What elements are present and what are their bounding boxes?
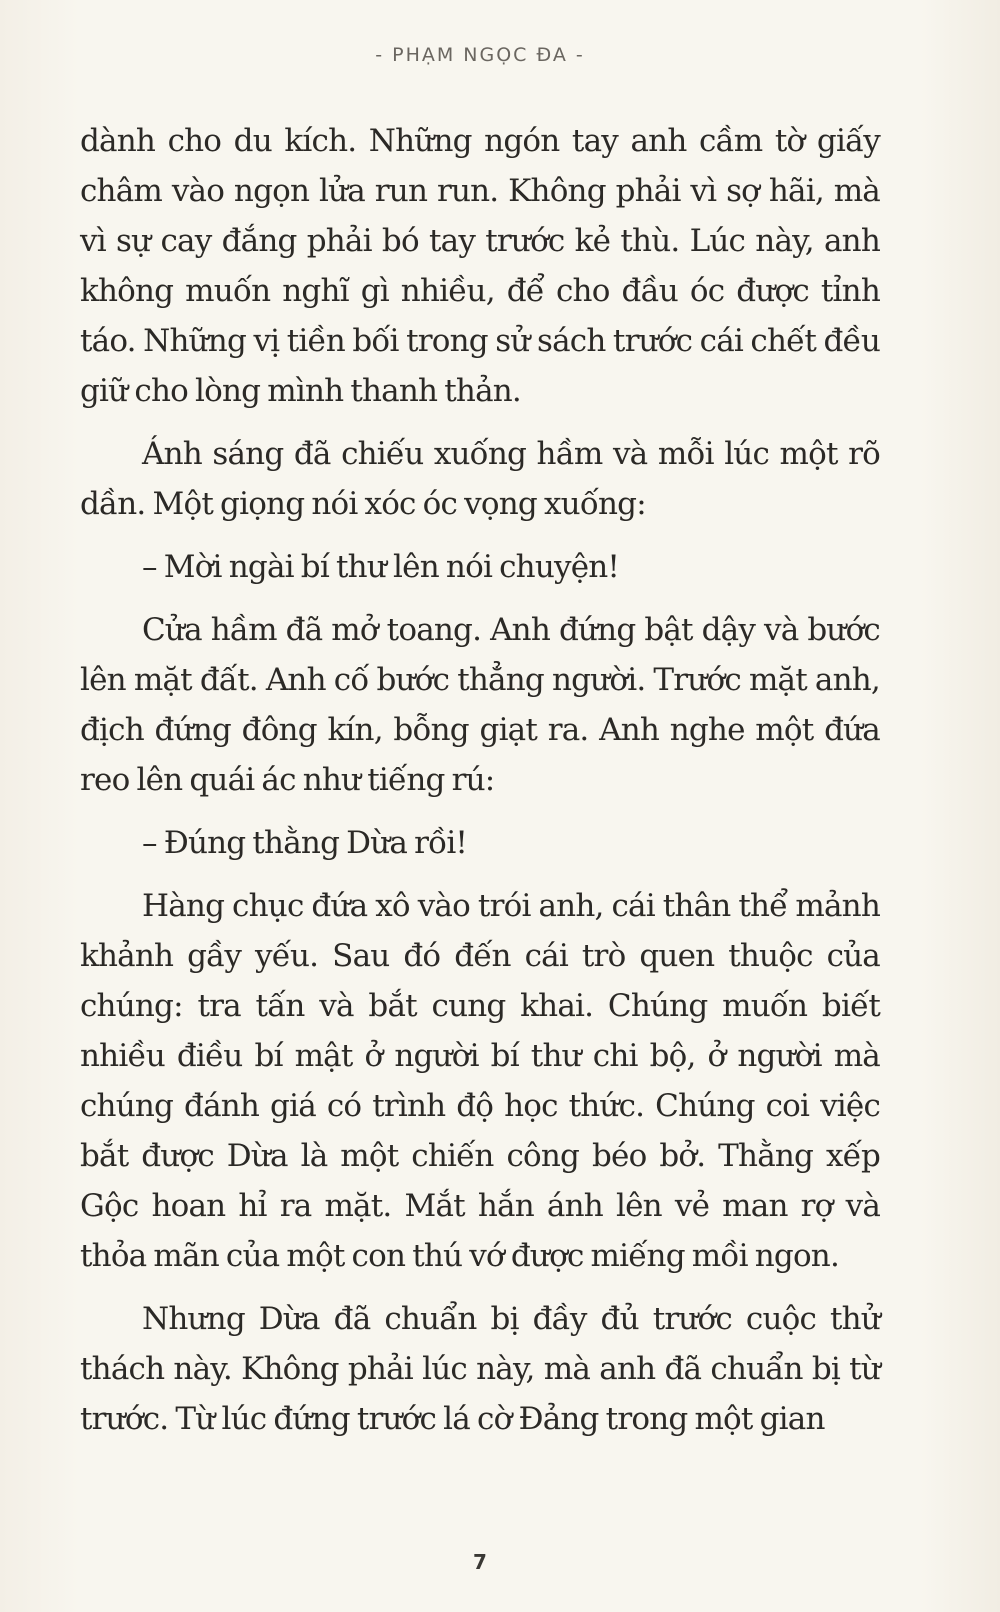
dialogue-line-1: – Mời ngài bí thư lên nói chuyện! [142,549,620,585]
page-number: 7 [473,1550,487,1574]
paragraph-2: Ánh sáng đã chiếu xuống hầm và mỗi lúc một rõ dần. Một giọng nói xóc óc vọng xuống: [80,436,880,522]
paragraph-5: Nhưng Dừa đã chuẩn bị đầy đủ trước cuộc thử thách này. Không phải lúc này, mà anh đã chuẩn bị từ trước. Từ lúc đứng trước lá cờ Đảng trong một gian [80,1301,880,1437]
paragraph-3: Cửa hầm đã mở toang. Anh đứng bật dậy và bước lên mặt đất. Anh cố bước thẳng người. Trước mặt anh, địch đứng đông kín, bỗng giạt ra. Anh nghe một đứa reo lên quái ác như tiếng rú: [80,612,880,798]
paragraph-1: dành cho du kích. Những ngón tay anh cầm tờ giấy châm vào ngọn lửa run run. Không phải vì sợ hãi, mà vì sự cay đắng phải bó tay trước kẻ thù. Lúc này, anh không muốn nghĩ gì nhiều, để cho đầu óc được tỉnh táo. Những vị tiền bối trong sử sách trước cái chết đều giữ cho lòng mình thanh thản. [80,123,880,409]
running-header: - PHẠM NGỌC ĐA - [375,44,585,66]
paragraph-4: Hàng chục đứa xô vào trói anh, cái thân thể mảnh khảnh gầy yếu. Sau đó đến cái trò quen thuộc của chúng: tra tấn và bắt cung khai. Chúng muốn biết nhiều điều bí mật ở người bí thư chi bộ, ở người mà chúng đánh giá có trình độ học thức. Chúng coi việc bắt được Dừa là một chiến công béo bở. Thằng xếp Gộc hoan hỉ ra mặt. Mắt hắn ánh lên vẻ man rợ và thỏa mãn của một con thú vớ được miếng mồi ngon. [80,888,880,1274]
dialogue-line-2: – Đúng thằng Dừa rồi! [142,825,468,861]
body-text [80,116,880,1457]
